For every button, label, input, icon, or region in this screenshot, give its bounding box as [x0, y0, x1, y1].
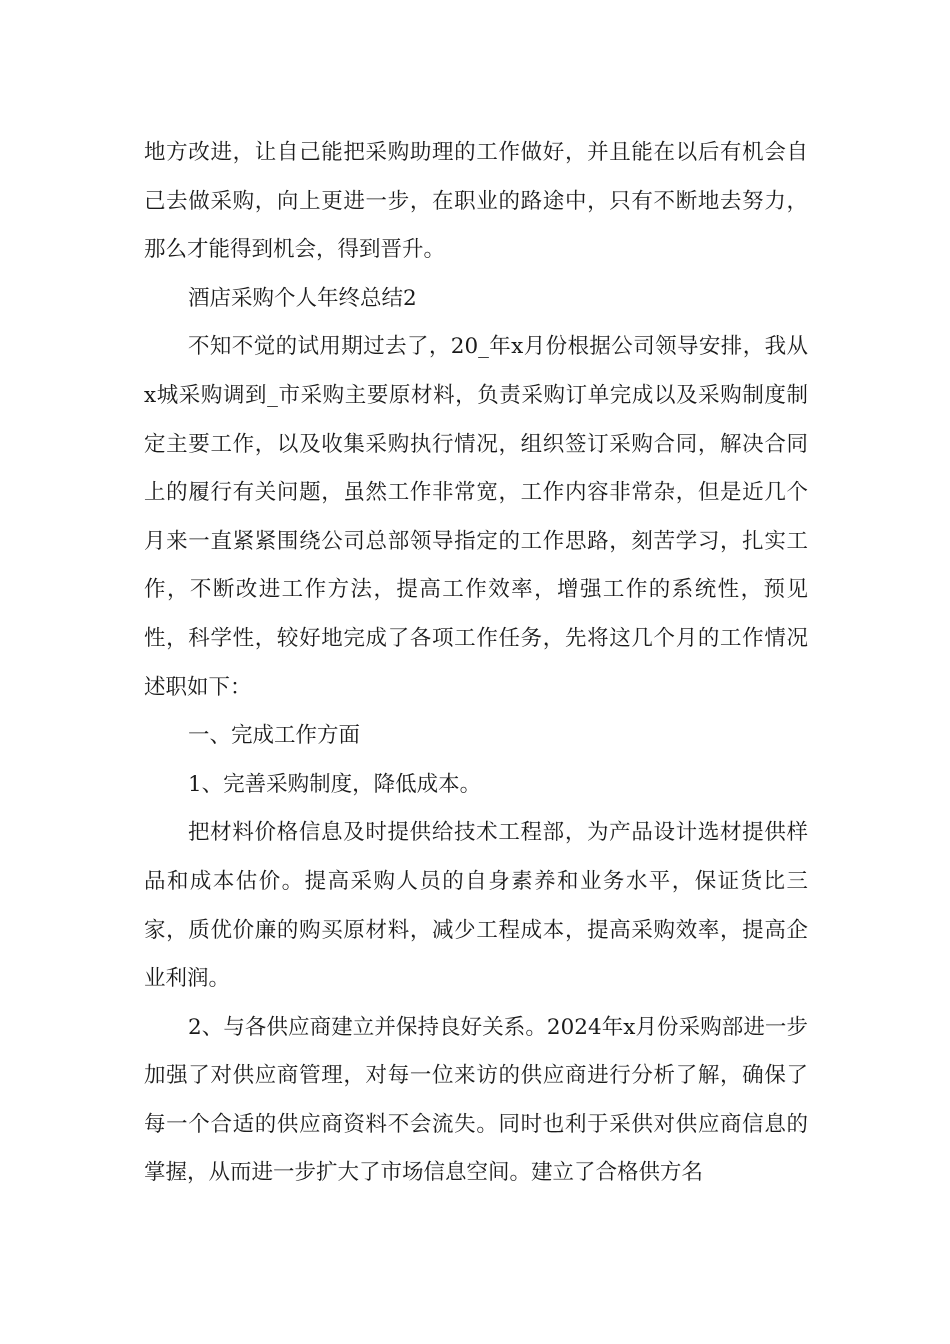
paragraph-intro: 不知不觉的试用期过去了，20_年x月份根据公司领导安排，我从x城采购调到_市采购主要原材料，负责采购订单完成以及采购制度制定主要工作，以及收集采购执行情况，组织签订采购合同，解决合同上的履行有关问题，虽然工作非常宽，工作内容非常杂，但是近几个月来一直紧紧围绕公司总部领导指定的工作思路，刻苦学习，扎实工作，不断改进工作方法，提高工作效率，增强工作的系统性，预见性，科学性，较好地完成了各项工作任务，先将这几个月的工作情况述职如下：	[144, 334, 808, 700]
section-title: 酒店采购个人年终总结2	[188, 285, 417, 311]
paragraph-material-price: 把材料价格信息及时提供给技术工程部，为产品设计选材提供样品和成本估价。提高采购人员的自身素养和业务水平，保证货比三家，质优价廉的购买原材料，减少工程成本，提高采购效率，提高企业利润。	[144, 820, 808, 992]
document-body	[144, 129, 808, 1198]
paragraph-continuation: 地方改进，让自己能把采购助理的工作做好，并且能在以后有机会自己去做采购，向上更进一步，在职业的路途中，只有不断地去努力，那么才能得到机会，得到晋升。	[144, 140, 808, 263]
subheading-procurement-system: 1、完善采购制度，降低成本。	[188, 771, 482, 797]
paragraph-supplier-relations: 2、与各供应商建立并保持良好关系。2024年x月份采购部进一步加强了对供应商管理，对每一位来访的供应商进行分析了解，确保了每一个合适的供应商资料不会流失。同时也利于采供对供应商信息的掌握，从而进一步扩大了市场信息空间。建立了合格供方名	[144, 1014, 808, 1186]
section-heading-work: 一、完成工作方面	[188, 723, 361, 749]
